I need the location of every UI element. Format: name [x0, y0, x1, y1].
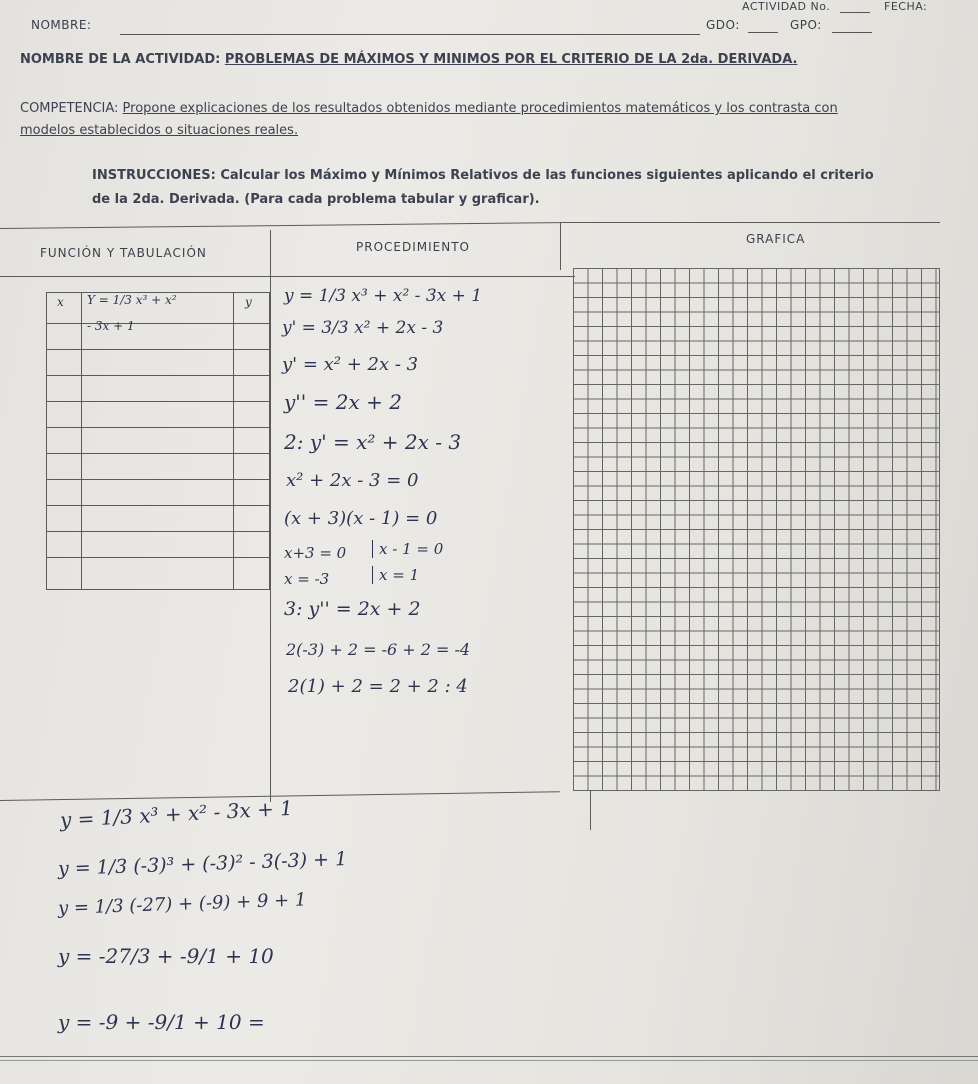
proc-line: y' = 3/3 x² + 2x - 3	[282, 318, 444, 338]
competencia-label: COMPETENCIA:	[20, 101, 123, 116]
tab-row-line	[47, 453, 269, 454]
competencia-text: Propone explicaciones de los resultados obtenidos mediante procedimientos matemáticos y los contrasta con modelos establecidos o situaciones reales.	[20, 101, 838, 138]
table-top-border-right	[560, 222, 940, 223]
tab-row-line	[47, 323, 269, 324]
proc-line: 3: y'' = 2x + 2	[284, 598, 421, 620]
tab-row-line	[47, 401, 269, 402]
nombre-label: NOMBRE:	[31, 18, 92, 32]
col-funcion-header: FUNCIÓN Y TABULACIÓN	[40, 246, 207, 260]
tab-row-line	[47, 427, 269, 428]
fecha-label: FECHA:	[884, 0, 928, 13]
col-divider-2	[560, 222, 561, 270]
title-underlined: PROBLEMAS DE MÁXIMOS Y MINIMOS POR EL CRITERIO DE LA 2da. DERIVADA.	[224, 52, 798, 67]
tab-function-line1: Y = 1/3 x³ + x²	[87, 293, 177, 307]
tabulation-table	[46, 292, 270, 590]
tab-row-line	[47, 349, 269, 350]
tab-row-line	[47, 375, 269, 376]
nombre-blank	[120, 34, 700, 35]
bottom-line: y = 1/3 x³ + x² - 3x + 1	[59, 795, 294, 832]
proc-line: (x + 3)(x - 1) = 0	[284, 508, 438, 529]
col-divider-1	[270, 230, 271, 802]
page-bottom-line	[0, 1056, 978, 1057]
bottom-line: y = 1/3 (-3)³ + (-3)² - 3(-3) + 1	[57, 847, 348, 880]
tab-col-divider-1	[81, 293, 82, 589]
proc-line: x = -3	[284, 570, 330, 588]
graph-left-extension	[590, 790, 591, 830]
proc-line: 2(1) + 2 = 2 + 2 : 4	[288, 676, 468, 697]
gpo-label: GPO:	[790, 18, 822, 32]
competencia-block	[20, 98, 880, 142]
proc-line: x² + 2x - 3 = 0	[286, 470, 419, 491]
tab-function-line2: - 3x + 1	[87, 319, 135, 333]
gpo-blank	[832, 32, 872, 33]
bottom-line: y = -9 + -9/1 + 10 =	[58, 1010, 265, 1034]
tab-x-header: x	[57, 295, 64, 309]
proc-line: y' = x² + 2x - 3	[282, 354, 419, 375]
proc-line: 2: y' = x² + 2x - 3	[284, 430, 462, 454]
activity-title	[20, 52, 797, 67]
instrucciones-text: INSTRUCCIONES: Calcular los Máximo y Mínimos Relativos de las funciones siguientes aplicando el criterio de la 2da. Derivada. (Para cada problema tabular y graficar).	[92, 168, 874, 207]
col-grafica-header: GRAFICA	[746, 232, 806, 246]
proc-line: y'' = 2x + 2	[284, 390, 402, 414]
gdo-label: GDO:	[706, 18, 740, 32]
col-procedimiento-header: PROCEDIMIENTO	[356, 240, 470, 254]
actividad-blank	[840, 12, 870, 13]
tab-col-divider-2	[233, 293, 234, 589]
tab-row-line	[47, 557, 269, 558]
proc-line: x = 1	[372, 566, 419, 584]
proc-line: x+3 = 0	[284, 544, 347, 562]
tab-y-header: y	[245, 295, 252, 309]
bottom-line: y = 1/3 (-27) + (-9) + 9 + 1	[57, 889, 307, 919]
bottom-line: y = -27/3 + -9/1 + 10	[58, 944, 274, 968]
table-top-border	[0, 222, 560, 229]
gdo-blank	[748, 32, 778, 33]
tab-row-line	[47, 505, 269, 506]
proc-line: x - 1 = 0	[372, 540, 443, 558]
tab-row-line	[47, 479, 269, 480]
tab-row-line	[47, 531, 269, 532]
graph-grid	[573, 268, 940, 791]
actividad-label: ACTIVIDAD No.	[742, 0, 831, 13]
table-header-bottom	[0, 276, 575, 277]
proc-line: y = 1/3 x³ + x² - 3x + 1	[284, 286, 483, 306]
page-bottom-line	[0, 1060, 978, 1061]
proc-line: 2(-3) + 2 = -6 + 2 = -4	[286, 640, 471, 659]
title-prefix: NOMBRE DE LA ACTIVIDAD:	[20, 52, 225, 67]
